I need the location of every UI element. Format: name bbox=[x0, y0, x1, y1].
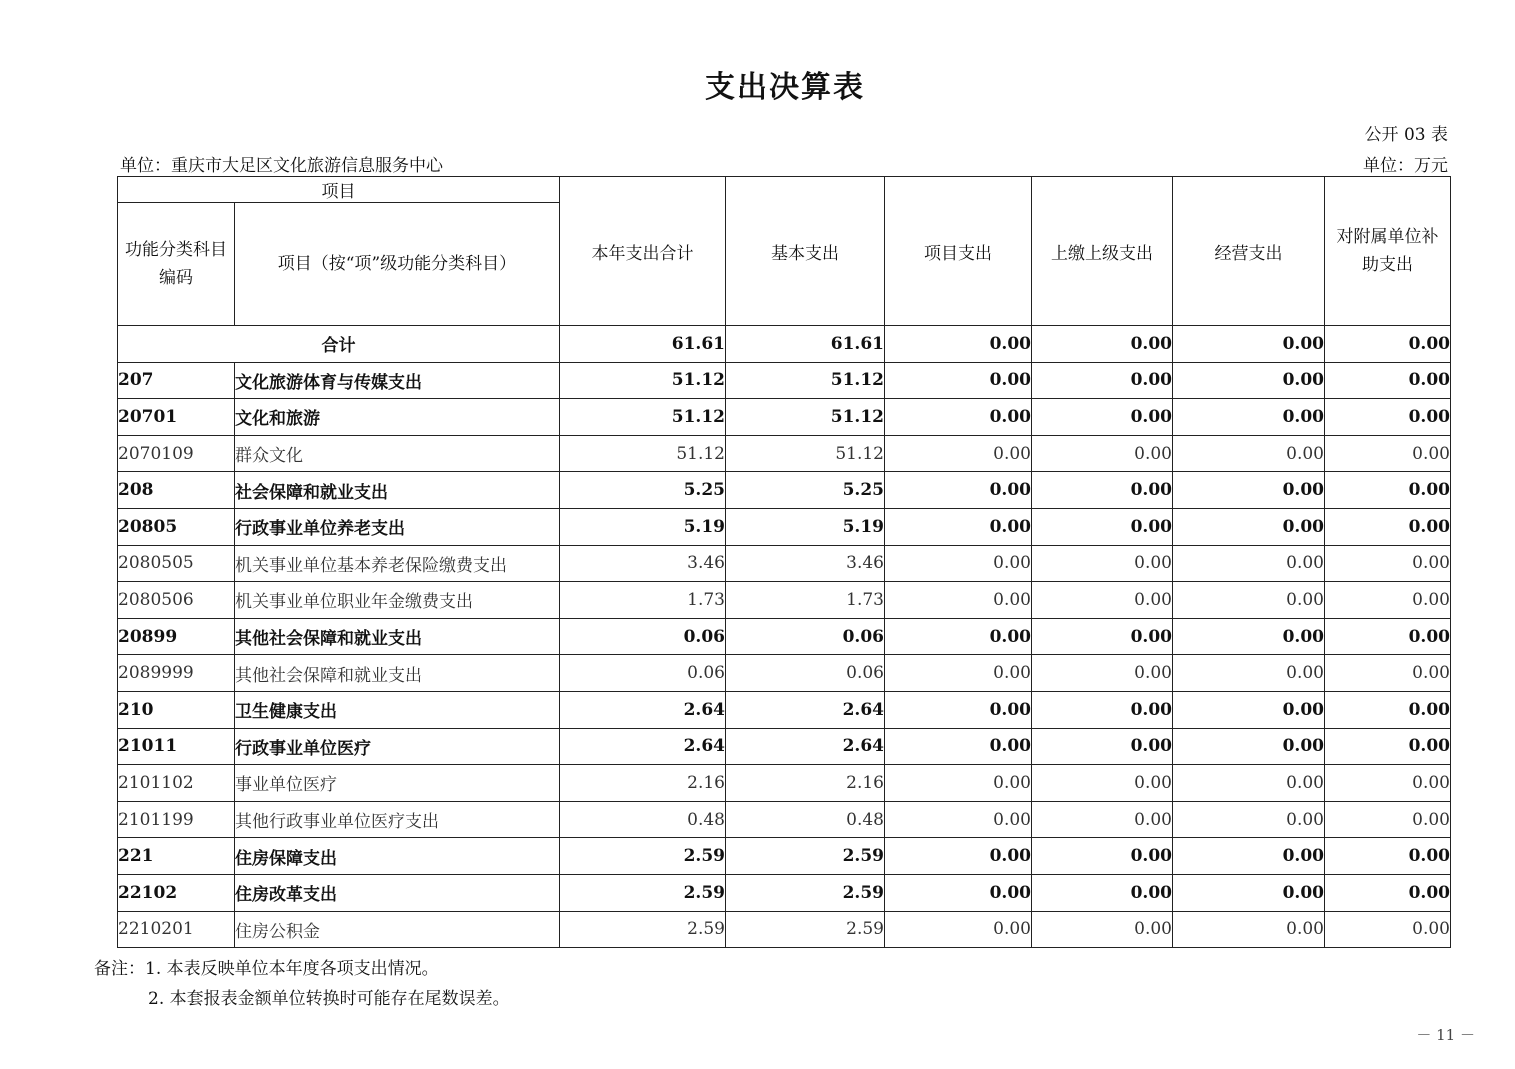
row-value: 0.00 bbox=[1173, 545, 1325, 582]
row-value: 51.12 bbox=[726, 399, 885, 436]
row-value: 0.00 bbox=[1032, 765, 1173, 802]
row-code: 2101199 bbox=[118, 801, 235, 838]
header-code: 功能分类科目编码 bbox=[118, 203, 235, 326]
row-value: 0.48 bbox=[560, 801, 726, 838]
row-name: 行政事业单位养老支出 bbox=[235, 508, 560, 545]
row-value: 0.00 bbox=[1032, 838, 1173, 875]
row-value: 51.12 bbox=[726, 435, 885, 472]
row-value: 0.00 bbox=[1032, 435, 1173, 472]
form-number: 公开 03 表 bbox=[1364, 125, 1448, 145]
table-row bbox=[118, 399, 1451, 436]
row-code: 2089999 bbox=[118, 655, 235, 692]
row-value: 0.00 bbox=[1325, 435, 1451, 472]
row-value: 0.00 bbox=[1032, 801, 1173, 838]
row-code: 21011 bbox=[118, 728, 235, 765]
row-value: 0.00 bbox=[885, 472, 1032, 509]
table-row bbox=[118, 691, 1451, 728]
row-value: 0.00 bbox=[1032, 728, 1173, 765]
row-value: 0.00 bbox=[885, 874, 1032, 911]
total-cell: 0.00 bbox=[1325, 326, 1451, 363]
row-code: 207 bbox=[118, 362, 235, 399]
row-value: 0.00 bbox=[885, 545, 1032, 582]
row-name: 文化和旅游 bbox=[235, 399, 560, 436]
row-value: 2.16 bbox=[726, 765, 885, 802]
row-value: 0.00 bbox=[1173, 874, 1325, 911]
row-value: 0.00 bbox=[1173, 911, 1325, 948]
row-value: 0.00 bbox=[1032, 582, 1173, 619]
table-row bbox=[118, 801, 1451, 838]
total-cell: 61.61 bbox=[560, 326, 726, 363]
row-value: 0.00 bbox=[1173, 801, 1325, 838]
row-code: 2080505 bbox=[118, 545, 235, 582]
header-basic: 基本支出 bbox=[726, 177, 885, 326]
row-name: 机关事业单位基本养老保险缴费支出 bbox=[235, 545, 560, 582]
row-code: 2080506 bbox=[118, 582, 235, 619]
row-code: 210 bbox=[118, 691, 235, 728]
row-value: 0.00 bbox=[1032, 655, 1173, 692]
row-value: 0.00 bbox=[1325, 618, 1451, 655]
row-value: 0.00 bbox=[1173, 435, 1325, 472]
expenditure-table bbox=[117, 176, 1451, 948]
header-upper: 上缴上级支出 bbox=[1032, 177, 1173, 326]
row-value: 0.00 bbox=[885, 765, 1032, 802]
row-value: 0.00 bbox=[1032, 399, 1173, 436]
row-value: 2.64 bbox=[726, 728, 885, 765]
row-value: 0.00 bbox=[1325, 582, 1451, 619]
row-value: 2.59 bbox=[726, 874, 885, 911]
row-value: 2.16 bbox=[560, 765, 726, 802]
row-value: 0.48 bbox=[726, 801, 885, 838]
row-value: 0.00 bbox=[1173, 655, 1325, 692]
row-name: 事业单位医疗 bbox=[235, 765, 560, 802]
table-row bbox=[118, 362, 1451, 399]
row-name: 文化旅游体育与传媒支出 bbox=[235, 362, 560, 399]
row-value: 3.46 bbox=[560, 545, 726, 582]
row-value: 0.00 bbox=[1325, 838, 1451, 875]
row-value: 51.12 bbox=[560, 362, 726, 399]
header-name: 项目（按“项”级功能分类科目） bbox=[235, 203, 560, 326]
table-row bbox=[118, 765, 1451, 802]
page-number: － 11 － bbox=[1416, 1026, 1475, 1044]
row-code: 20805 bbox=[118, 508, 235, 545]
row-value: 0.00 bbox=[885, 508, 1032, 545]
page-title: 支出决算表 bbox=[705, 70, 865, 105]
row-name: 其他行政事业单位医疗支出 bbox=[235, 801, 560, 838]
row-value: 0.00 bbox=[1325, 655, 1451, 692]
total-label: 合计 bbox=[118, 326, 560, 363]
row-value: 0.00 bbox=[1173, 582, 1325, 619]
row-name: 行政事业单位医疗 bbox=[235, 728, 560, 765]
row-value: 0.00 bbox=[885, 362, 1032, 399]
row-value: 2.59 bbox=[726, 838, 885, 875]
row-value: 0.00 bbox=[1325, 765, 1451, 802]
row-name: 卫生健康支出 bbox=[235, 691, 560, 728]
row-value: 0.00 bbox=[1325, 472, 1451, 509]
row-value: 0.00 bbox=[1032, 618, 1173, 655]
row-code: 2101102 bbox=[118, 765, 235, 802]
row-value: 51.12 bbox=[560, 399, 726, 436]
row-name: 住房改革支出 bbox=[235, 874, 560, 911]
total-cell: 0.00 bbox=[1032, 326, 1173, 363]
row-value: 0.00 bbox=[885, 691, 1032, 728]
row-value: 2.59 bbox=[560, 911, 726, 948]
row-value: 0.00 bbox=[1173, 728, 1325, 765]
row-value: 0.00 bbox=[1325, 508, 1451, 545]
row-value: 0.00 bbox=[885, 582, 1032, 619]
row-value: 0.00 bbox=[1325, 399, 1451, 436]
row-name: 群众文化 bbox=[235, 435, 560, 472]
row-value: 0.00 bbox=[1173, 399, 1325, 436]
row-code: 20899 bbox=[118, 618, 235, 655]
header-business: 经营支出 bbox=[1173, 177, 1325, 326]
table-body bbox=[118, 326, 1451, 948]
header-project-group: 项目 bbox=[118, 177, 560, 203]
table-row bbox=[118, 618, 1451, 655]
row-code: 2070109 bbox=[118, 435, 235, 472]
row-name: 其他社会保障和就业支出 bbox=[235, 618, 560, 655]
row-name: 社会保障和就业支出 bbox=[235, 472, 560, 509]
table-row bbox=[118, 435, 1451, 472]
row-value: 2.64 bbox=[726, 691, 885, 728]
table-row bbox=[118, 655, 1451, 692]
note-line-2: 2. 本套报表金额单位转换时可能存在尾数误差。 bbox=[148, 989, 510, 1009]
row-code: 22102 bbox=[118, 874, 235, 911]
row-value: 0.00 bbox=[1032, 545, 1173, 582]
row-value: 5.25 bbox=[560, 472, 726, 509]
currency-unit: 单位：万元 bbox=[1363, 156, 1448, 176]
row-value: 2.59 bbox=[560, 874, 726, 911]
table-row bbox=[118, 911, 1451, 948]
row-value: 0.00 bbox=[885, 435, 1032, 472]
row-value: 0.00 bbox=[1325, 362, 1451, 399]
row-value: 0.00 bbox=[1173, 362, 1325, 399]
row-value: 0.00 bbox=[1325, 801, 1451, 838]
row-value: 2.59 bbox=[560, 838, 726, 875]
header-total: 本年支出合计 bbox=[560, 177, 726, 326]
row-code: 20701 bbox=[118, 399, 235, 436]
row-code: 2210201 bbox=[118, 911, 235, 948]
table-row bbox=[118, 508, 1451, 545]
row-value: 51.12 bbox=[560, 435, 726, 472]
row-value: 5.19 bbox=[726, 508, 885, 545]
row-value: 0.00 bbox=[1325, 874, 1451, 911]
row-value: 0.00 bbox=[1173, 618, 1325, 655]
row-value: 0.00 bbox=[885, 911, 1032, 948]
row-value: 5.19 bbox=[560, 508, 726, 545]
row-value: 0.06 bbox=[560, 655, 726, 692]
note-line-1: 备注：1. 本表反映单位本年度各项支出情况。 bbox=[94, 959, 439, 979]
row-value: 0.00 bbox=[885, 801, 1032, 838]
row-value: 0.00 bbox=[1173, 838, 1325, 875]
row-value: 0.00 bbox=[1325, 691, 1451, 728]
row-value: 0.00 bbox=[1173, 508, 1325, 545]
total-row bbox=[118, 326, 1451, 363]
row-value: 5.25 bbox=[726, 472, 885, 509]
row-value: 0.00 bbox=[1325, 911, 1451, 948]
row-value: 0.00 bbox=[1173, 765, 1325, 802]
row-name: 其他社会保障和就业支出 bbox=[235, 655, 560, 692]
row-value: 0.06 bbox=[726, 618, 885, 655]
row-value: 0.00 bbox=[1032, 508, 1173, 545]
row-value: 0.00 bbox=[1032, 874, 1173, 911]
row-value: 3.46 bbox=[726, 545, 885, 582]
row-code: 221 bbox=[118, 838, 235, 875]
row-value: 0.00 bbox=[885, 655, 1032, 692]
header-subsidy: 对附属单位补助支出 bbox=[1325, 177, 1451, 326]
row-value: 0.06 bbox=[560, 618, 726, 655]
total-cell: 0.00 bbox=[1173, 326, 1325, 363]
header-project: 项目支出 bbox=[885, 177, 1032, 326]
row-value: 0.00 bbox=[1325, 545, 1451, 582]
row-value: 0.00 bbox=[1032, 472, 1173, 509]
row-value: 2.59 bbox=[726, 911, 885, 948]
row-value: 0.00 bbox=[1032, 362, 1173, 399]
table-row bbox=[118, 874, 1451, 911]
table-row bbox=[118, 838, 1451, 875]
row-value: 0.00 bbox=[1032, 691, 1173, 728]
row-value: 0.00 bbox=[1173, 472, 1325, 509]
table-row bbox=[118, 545, 1451, 582]
row-value: 2.64 bbox=[560, 728, 726, 765]
row-value: 0.00 bbox=[1032, 911, 1173, 948]
row-value: 0.00 bbox=[1173, 691, 1325, 728]
row-value: 51.12 bbox=[726, 362, 885, 399]
row-name: 住房公积金 bbox=[235, 911, 560, 948]
table-row bbox=[118, 472, 1451, 509]
row-value: 0.00 bbox=[885, 399, 1032, 436]
table-row bbox=[118, 728, 1451, 765]
row-value: 2.64 bbox=[560, 691, 726, 728]
total-cell: 61.61 bbox=[726, 326, 885, 363]
row-code: 208 bbox=[118, 472, 235, 509]
row-value: 0.00 bbox=[1325, 728, 1451, 765]
table-row bbox=[118, 582, 1451, 619]
row-value: 1.73 bbox=[726, 582, 885, 619]
row-name: 机关事业单位职业年金缴费支出 bbox=[235, 582, 560, 619]
row-value: 0.06 bbox=[726, 655, 885, 692]
row-value: 0.00 bbox=[885, 728, 1032, 765]
total-cell: 0.00 bbox=[885, 326, 1032, 363]
row-value: 0.00 bbox=[885, 618, 1032, 655]
row-value: 0.00 bbox=[885, 838, 1032, 875]
row-name: 住房保障支出 bbox=[235, 838, 560, 875]
row-value: 1.73 bbox=[560, 582, 726, 619]
unit-name: 单位：重庆市大足区文化旅游信息服务中心 bbox=[120, 156, 443, 176]
